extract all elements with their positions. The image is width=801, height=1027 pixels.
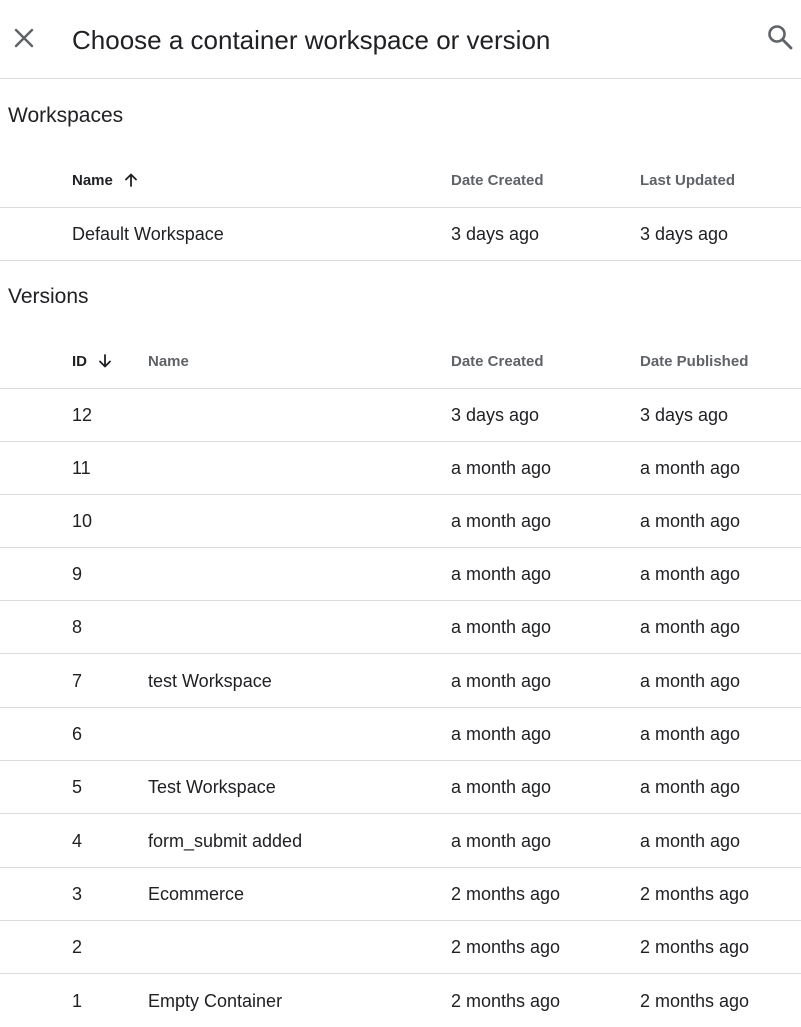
version-id: 8 <box>72 617 83 637</box>
version-date-published: a month ago <box>640 511 741 531</box>
version-date-published: a month ago <box>640 458 741 478</box>
version-row[interactable] <box>0 708 801 761</box>
workspaces-table-header <box>0 155 801 208</box>
version-id: 5 <box>72 777 83 797</box>
version-row[interactable] <box>0 389 801 442</box>
arrow-up-icon <box>123 172 139 188</box>
version-date-created: a month ago <box>451 724 552 744</box>
version-row[interactable] <box>0 921 801 974</box>
search-icon <box>766 23 794 51</box>
version-date-published: a month ago <box>640 724 741 744</box>
version-row[interactable] <box>0 655 801 708</box>
versions-table-header <box>0 336 801 389</box>
versions-date-created-column-header[interactable]: Date Created <box>451 353 544 370</box>
version-date-created: a month ago <box>451 831 552 851</box>
version-date-published: a month ago <box>640 564 741 584</box>
version-id: 9 <box>72 564 83 584</box>
version-name: Test Workspace <box>148 777 276 797</box>
version-id: 6 <box>72 724 83 744</box>
workspaces-name-column-header[interactable]: Name <box>72 155 139 207</box>
version-id: 11 <box>72 458 91 478</box>
version-name: form_submit added <box>148 831 303 851</box>
versions-section-title: Versions <box>8 285 89 308</box>
workspace-date-created: 3 days ago <box>451 224 540 244</box>
version-id: 2 <box>72 937 83 957</box>
version-name: Ecommerce <box>148 884 245 904</box>
close-icon <box>12 26 36 50</box>
version-name: Empty Container <box>148 991 283 1011</box>
versions-date-published-column-header[interactable]: Date Published <box>640 353 749 370</box>
workspace-row[interactable] <box>0 208 801 261</box>
version-date-created: a month ago <box>451 671 552 691</box>
version-date-published: a month ago <box>640 617 741 637</box>
versions-id-column-header[interactable]: ID <box>72 336 113 388</box>
version-id: 10 <box>72 511 93 531</box>
version-row[interactable] <box>0 495 801 548</box>
version-date-created: a month ago <box>451 617 552 637</box>
dialog-header <box>0 0 801 79</box>
version-date-created: 3 days ago <box>451 405 540 425</box>
version-row[interactable] <box>0 761 801 814</box>
arrow-down-icon <box>97 353 113 369</box>
version-row[interactable] <box>0 548 801 601</box>
version-date-published: 2 months ago <box>640 991 750 1011</box>
version-date-created: a month ago <box>451 458 552 478</box>
search-button[interactable] <box>765 22 795 52</box>
version-date-created: a month ago <box>451 564 552 584</box>
version-date-published: a month ago <box>640 671 741 691</box>
version-date-created: 2 months ago <box>451 991 561 1011</box>
workspace-name: Default Workspace <box>72 224 224 244</box>
version-row[interactable] <box>0 442 801 495</box>
page-title: Choose a container workspace or version <box>72 25 551 55</box>
version-id: 1 <box>72 991 83 1011</box>
version-row[interactable] <box>0 975 801 1024</box>
version-id: 4 <box>72 831 83 851</box>
version-date-published: 3 days ago <box>640 405 729 425</box>
version-date-created: a month ago <box>451 777 552 797</box>
workspaces-section-title: Workspaces <box>8 104 124 127</box>
workspaces-last-updated-column-header[interactable]: Last Updated <box>640 172 736 189</box>
version-row[interactable] <box>0 868 801 921</box>
close-button[interactable] <box>10 24 38 52</box>
version-date-published: a month ago <box>640 831 741 851</box>
version-date-created: 2 months ago <box>451 937 561 957</box>
version-id: 12 <box>72 405 93 425</box>
version-row[interactable] <box>0 815 801 868</box>
version-id: 7 <box>72 671 83 691</box>
version-row[interactable] <box>0 601 801 654</box>
version-date-created: 2 months ago <box>451 884 561 904</box>
version-date-created: a month ago <box>451 511 552 531</box>
workspaces-date-created-column-header[interactable]: Date Created <box>451 172 544 189</box>
version-id: 3 <box>72 884 83 904</box>
version-name: test Workspace <box>148 671 272 691</box>
versions-name-column-header[interactable]: Name <box>148 353 189 370</box>
version-date-published: 2 months ago <box>640 937 750 957</box>
workspace-last-updated: 3 days ago <box>640 224 729 244</box>
version-date-published: a month ago <box>640 777 741 797</box>
version-date-published: 2 months ago <box>640 884 750 904</box>
